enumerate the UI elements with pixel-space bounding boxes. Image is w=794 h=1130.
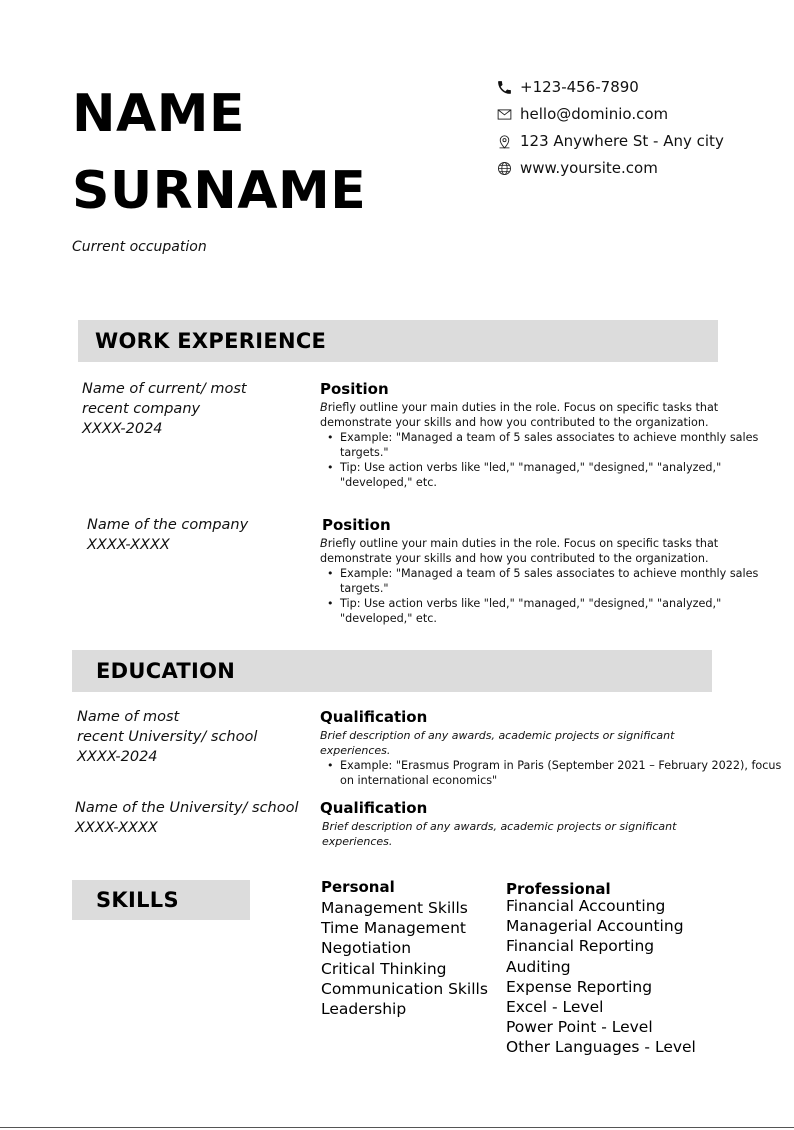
current-occupation: Current occupation — [72, 239, 207, 255]
duty-bullet-list — [324, 430, 794, 490]
professional-skills-list: Financial Accounting Managerial Accounting Financial Reporting Auditing Expense Reporting Excel - Level Power Point - Level Other Languages - Level — [506, 897, 696, 1057]
name-first-line: NAME — [72, 84, 246, 144]
work-entry-2-company — [87, 515, 248, 555]
list-item: • Tip: Use action verbs like "led," "managed," "designed," "analyzed," "developed," etc. — [324, 460, 794, 490]
list-item: • Example: "Erasmus Program in Paris (September 2021 – February 2022), focus on international economics" — [324, 758, 794, 788]
school-name-line1: Name of most — [77, 709, 180, 725]
qualification-title: Qualification — [320, 708, 428, 726]
qualification-description: Brief description of any awards, academic projects or significant experiences. — [320, 729, 675, 757]
education-dates: XXXX-XXXX — [75, 820, 158, 836]
work-dates: XXXX-2024 — [82, 421, 163, 437]
contact-address — [495, 130, 724, 152]
qualification-title: Qualification — [320, 799, 428, 817]
education-entry-1-school — [77, 707, 257, 767]
phone-icon — [495, 78, 513, 96]
contact-phone — [495, 76, 639, 98]
qualification-description: Brief description of any awards, academic projects or significant experiences. — [322, 820, 677, 848]
company-name-line1: Name of the company — [87, 517, 249, 533]
company-name-line1: Name of current/ most — [82, 381, 247, 397]
professional-skills-title: Professional — [506, 880, 611, 898]
education-dates: XXXX-2024 — [77, 749, 158, 765]
school-name-line1: Name of the University/ school — [75, 800, 299, 816]
work-dates: XXXX-XXXX — [87, 537, 170, 553]
contact-email — [495, 103, 668, 125]
education-entry-1-details — [320, 708, 794, 788]
work-experience-title: WORK EXPERIENCE — [95, 329, 327, 353]
duty-bullet-list — [324, 566, 794, 626]
education-entry-2-details — [320, 799, 722, 849]
address-text: 123 Anywhere St - Any city — [520, 132, 724, 150]
page-bottom-rule — [0, 1127, 794, 1128]
position-description: Briefly outline your main duties in the role. Focus on specific tasks that demonstrate your skills and how you contributed to the organization. — [320, 537, 719, 565]
personal-skills-title: Personal — [321, 878, 395, 896]
work-entry-1-company — [82, 379, 247, 439]
list-item: • Example: "Managed a team of 5 sales associates to achieve monthly sales targets." — [324, 566, 794, 596]
list-item: • Tip: Use action verbs like "led," "managed," "designed," "analyzed," "developed," etc. — [324, 596, 794, 626]
name-surname-line: SURNAME — [72, 161, 367, 221]
school-name-line2: recent University/ school — [77, 729, 258, 745]
work-entry-1-details — [320, 380, 794, 490]
contact-website — [495, 157, 658, 179]
education-entry-2-school — [75, 798, 299, 838]
personal-skills-list: Management Skills Time Management Negotiation Critical Thinking Communication Skills Leadership — [321, 899, 488, 1019]
phone-text: +123-456-7890 — [520, 78, 639, 96]
location-pin-icon — [495, 132, 513, 150]
position-description: Briefly outline your main duties in the role. Focus on specific tasks that demonstrate your skills and how you contributed to the organization. — [320, 401, 719, 429]
website-text: www.yoursite.com — [520, 159, 658, 177]
skills-title: SKILLS — [96, 888, 179, 912]
education-bullet-list — [324, 758, 794, 788]
email-text: hello@dominio.com — [520, 105, 669, 123]
mail-icon — [495, 105, 513, 123]
work-entry-2-details — [320, 516, 794, 626]
company-name-line2: recent company — [82, 401, 201, 417]
education-title: EDUCATION — [96, 659, 236, 683]
position-title: Position — [322, 516, 391, 534]
globe-icon — [495, 159, 513, 177]
position-title: Position — [320, 380, 389, 398]
list-item: • Example: "Managed a team of 5 sales associates to achieve monthly sales targets." — [324, 430, 794, 460]
